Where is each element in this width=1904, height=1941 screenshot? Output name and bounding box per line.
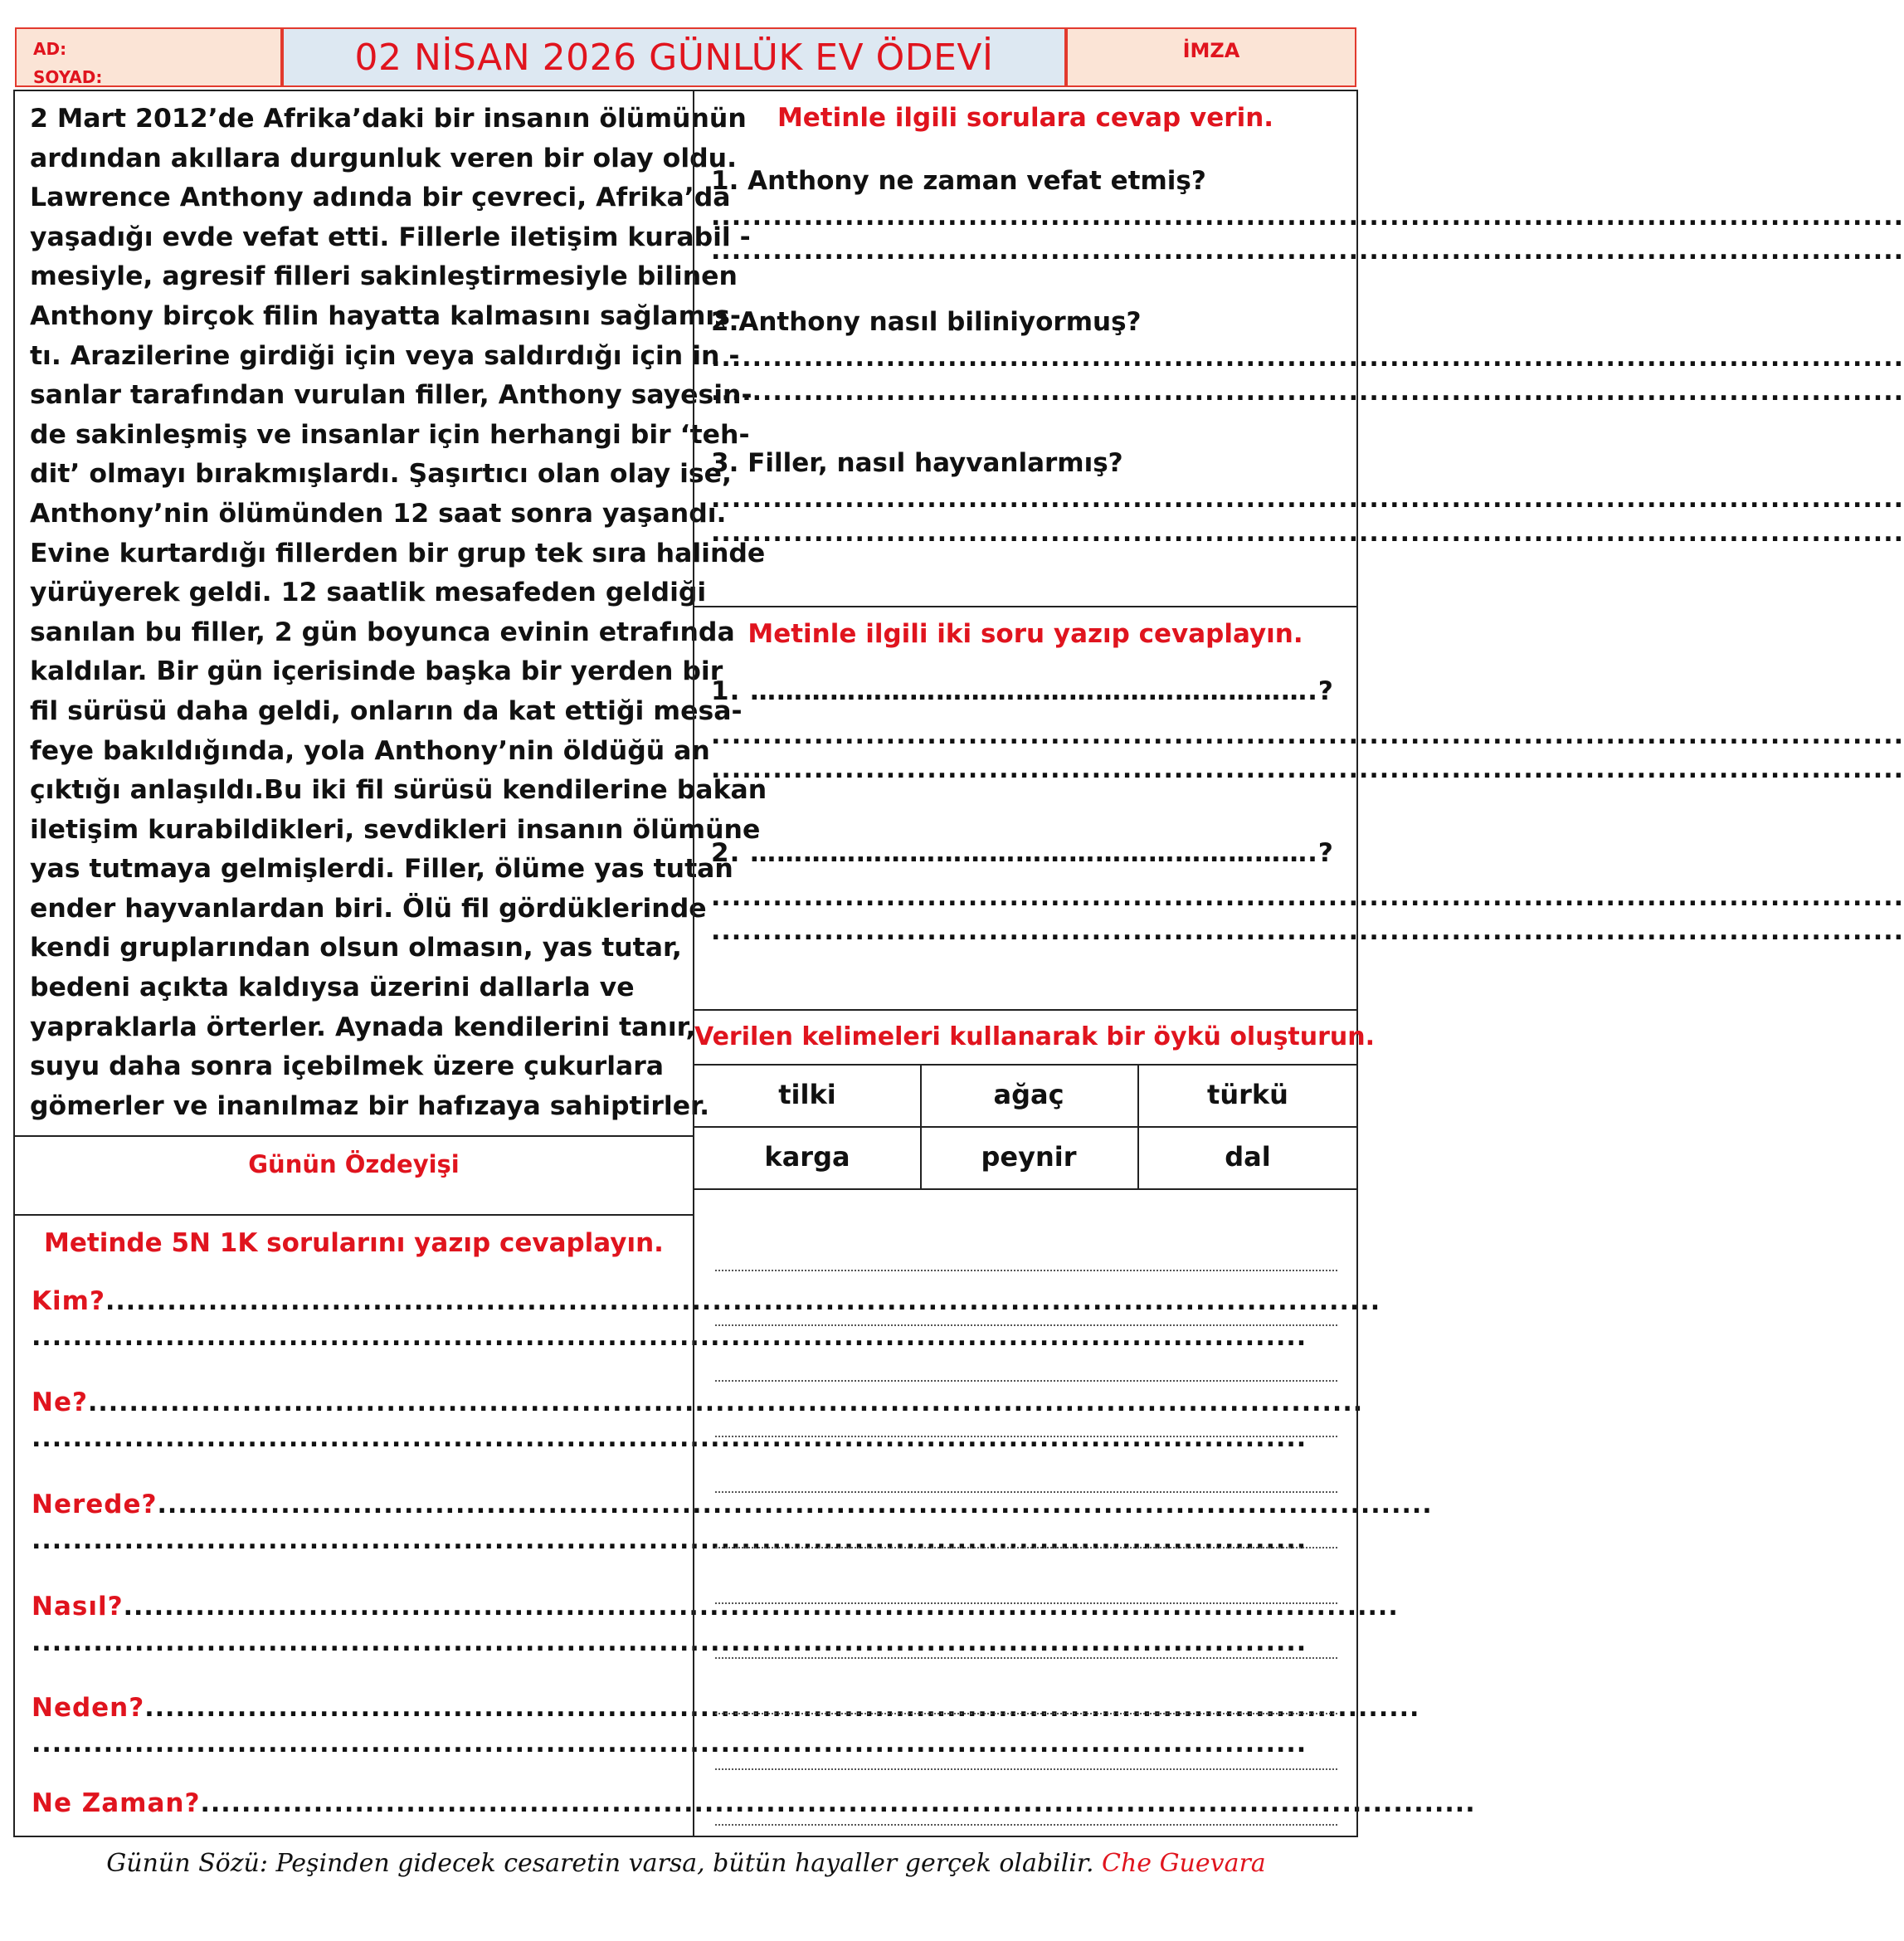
ozdeyis-title: Günün Özdeyişi: [248, 1150, 460, 1178]
passage-line: yürüyerek geldi. 12 saatlik mesafeden geldiği: [30, 578, 707, 608]
five-n-nasil[interactable]: Nasıl?............................................................................................................................ ............................................................................................................................: [32, 1592, 1399, 1657]
passage-line: ender hayvanlardan biri. Ölü fil gördüklerinde: [30, 893, 707, 924]
question-2[interactable]: 2.Anthony nasıl biliniyormuş? .................................................................................................................... ....................................................................................................................: [711, 307, 1904, 407]
passage-line: feye bakıldığında, yola Anthony’nin öldüğü an: [30, 735, 710, 766]
passage-line: gömerler ve inanılmaz bir hafızaya sahiptirler.: [30, 1090, 710, 1121]
passage-line: mesiyle, agresif filleri sakinleştirmesiyle bilinen: [30, 261, 738, 292]
name-field-box[interactable]: [15, 27, 282, 87]
five-n-nerede[interactable]: Nerede?............................................................................................................................ ............................................................................................................................: [32, 1490, 1433, 1555]
two-questions-title: Metinle ilgili iki soru yazıp cevaplayın.: [747, 619, 1303, 649]
passage-line: fil sürüsü daha geldi, onların da kat ettiği mesa-: [30, 695, 743, 726]
quote-author: Che Guevara: [1102, 1849, 1266, 1878]
five-n-title: Metinde 5N 1K sorularını yazıp cevaplayın.: [44, 1228, 664, 1258]
five-n-kim[interactable]: Kim?............................................................................................................................ ............................................................................................................................: [32, 1286, 1381, 1352]
passage-line: Lawrence Anthony adında bir çevreci, Afrika’da: [30, 183, 731, 213]
ne-label: Ne?: [32, 1387, 88, 1417]
ad-label: AD:: [33, 39, 67, 59]
passage-line: 2 Mart 2012’de Afrika’daki bir insanın ölümünün: [30, 104, 747, 134]
word-cell: dal: [1225, 1141, 1271, 1173]
passage-line: Anthony’nin ölümünden 12 saat sonra yaşandı.: [30, 498, 727, 529]
kim-label: Kim?: [32, 1286, 105, 1316]
passage-line: bedeni açıkta kaldıysa üzerini dallarla ve: [30, 973, 635, 1003]
signature-box[interactable]: [1066, 27, 1356, 87]
passage-line: dit’ olmayı bırakmışlardı. Şaşırtıcı olan olay ise,: [30, 459, 733, 490]
own-question-2[interactable]: 2. ……………………………………………………….? .................................................................................................................... ....................................................................................................................: [711, 838, 1904, 946]
quote-text: Günün Sözü: Peşinden gidecek cesaretin varsa, bütün hayaller gerçek olabilir.: [106, 1849, 1094, 1878]
passage-line: kendi gruplarından olsun olmasın, yas tutar,: [30, 933, 682, 963]
question-1[interactable]: 1. Anthony ne zaman vefat etmiş? .................................................................................................................... ....................................................................................................................: [711, 166, 1904, 266]
word-cell: peynir: [981, 1141, 1077, 1173]
imza-label: İMZA: [1182, 39, 1240, 62]
passage-line: kaldılar. Bir gün içerisinde başka bir yerden bir: [30, 656, 723, 687]
passage-line: de sakinleşmiş ve insanlar için herhangi bir ‘teh-: [30, 419, 750, 450]
five-n-ne-zaman[interactable]: Ne Zaman?............................................................................................................................: [32, 1788, 1476, 1818]
passage-line: tı. Arazilerine girdiği için veya saldırdığı için in -: [30, 340, 740, 371]
reading-passage: [30, 100, 767, 1126]
story-title: Verilen kelimeleri kullanarak bir öykü oluşturun.: [694, 1022, 1376, 1051]
own-question-1[interactable]: 1. ……………………………………………………….? .................................................................................................................... ....................................................................................................................: [711, 676, 1904, 784]
title-box: [282, 27, 1066, 87]
passage-line: Evine kurtardığı fillerden bir grup tek sıra halinde: [30, 538, 766, 568]
neden-label: Neden?: [32, 1693, 145, 1723]
passage-line: sanılan bu filler, 2 gün boyunca evinin etrafında: [30, 617, 735, 647]
nasil-label: Nasıl?: [32, 1592, 124, 1622]
passage-line: Anthony birçok filin hayatta kalmasını sağlamış-: [30, 300, 742, 331]
passage-line: çıktığı anlaşıldı.Bu iki fil sürüsü kendilerine bakan: [30, 775, 767, 806]
question-3[interactable]: 3. Filler, nasıl hayvanlarmış? .................................................................................................................... ....................................................................................................................: [711, 448, 1904, 548]
word-cell: karga: [764, 1141, 850, 1173]
passage-line: yaşadığı evde vefat etti. Fillerle iletişim kurabil -: [30, 222, 751, 252]
ne-zaman-label: Ne Zaman?: [32, 1788, 201, 1818]
nerede-label: Nerede?: [32, 1490, 158, 1519]
word-cell: türkü: [1207, 1079, 1288, 1110]
passage-line: sanlar tarafından vurulan filler, Anthony sayesin-: [30, 380, 752, 411]
passage-line: iletişim kurabildikleri, sevdikleri insanın ölümüne: [30, 814, 761, 845]
five-n-neden[interactable]: Neden?............................................................................................................................ ............................................................................................................................: [32, 1693, 1420, 1758]
passage-line: yas tutmaya gelmişlerdi. Filler, ölüme yas tutan: [30, 854, 733, 885]
questions-title: Metinle ilgili sorulara cevap verin.: [777, 103, 1274, 133]
passage-line: ardından akıllara durgunluk veren bir olay oldu.: [30, 143, 738, 173]
passage-line: yapraklarla örterler. Aynada kendilerini tanır,: [30, 1012, 696, 1042]
footer-quote: [0, 1849, 1372, 1878]
passage-line: suyu daha sonra içebilmek üzere çukurlara: [30, 1051, 665, 1082]
five-n-ne[interactable]: Ne?............................................................................................................................ ............................................................................................................................: [32, 1387, 1364, 1453]
word-cell: tilki: [778, 1079, 836, 1110]
page-title: 02 NİSAN 2026 GÜNLÜK EV ÖDEVİ: [354, 37, 994, 79]
word-cell: ağaç: [993, 1079, 1064, 1110]
soyad-label: SOYAD:: [33, 67, 103, 87]
